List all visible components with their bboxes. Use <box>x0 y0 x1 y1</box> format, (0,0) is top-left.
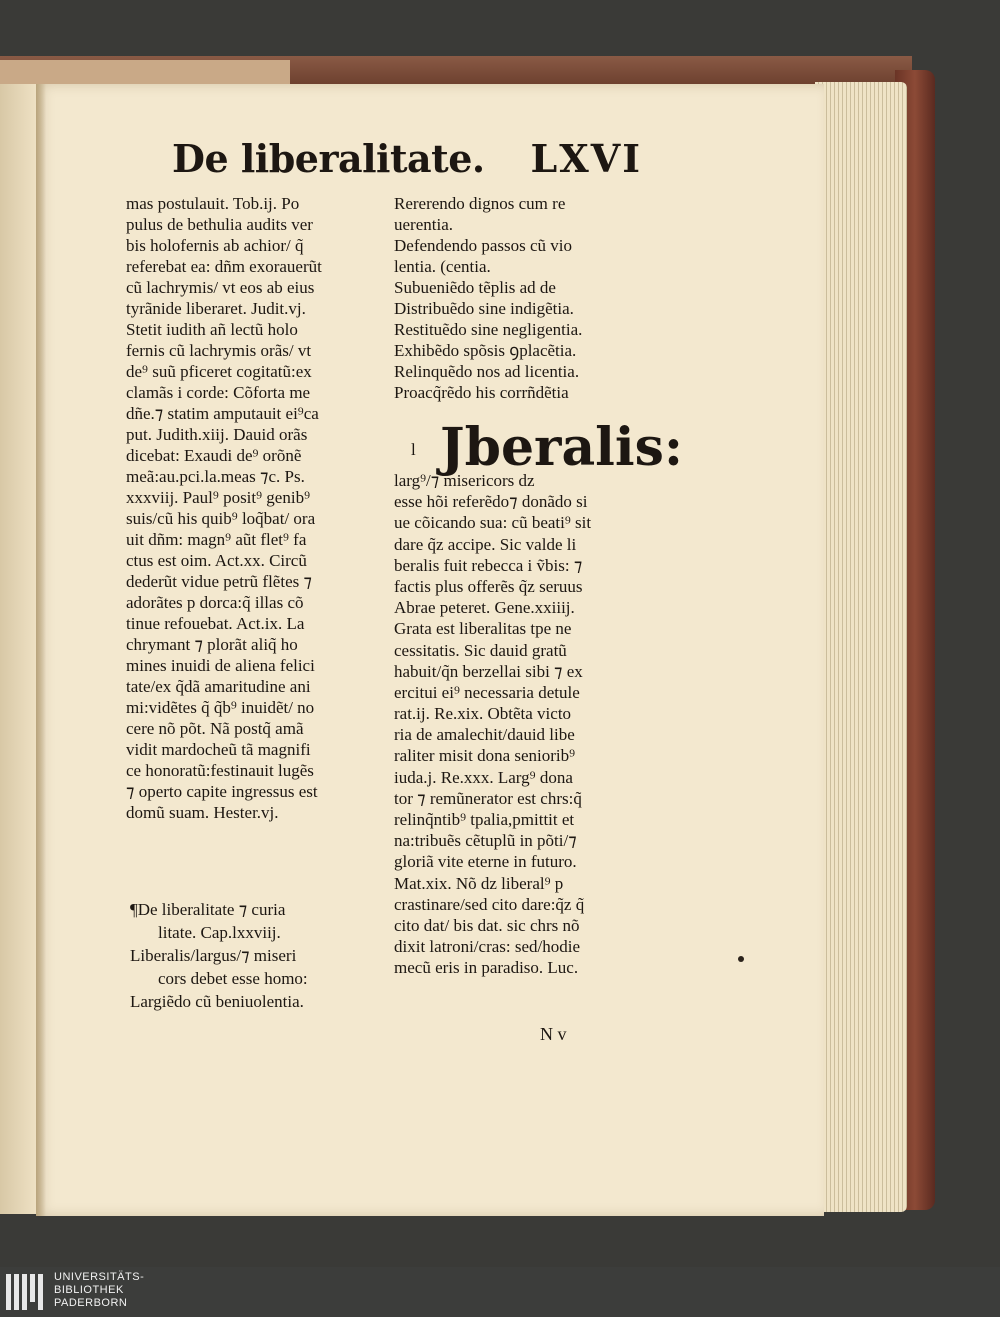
text-line: litate. Cap.lxxviij. <box>158 923 281 942</box>
right-text-column-bottom <box>394 470 646 979</box>
page-edges <box>815 82 907 1212</box>
text-line: mines inuidi de aliena felici <box>126 656 315 675</box>
text-line: Largiẽdo cũ beniuolentia. <box>130 992 304 1011</box>
text-line: fernis cũ lachrymis orãs/ vt <box>126 341 312 360</box>
text-line: habuit/q̃n berzellai sibi ⁊ ex <box>394 661 583 681</box>
text-line: Distribuẽdo sine indigẽtia. <box>394 299 574 318</box>
text-line: cere nõ põt. Nã postq̃ amã <box>126 719 304 738</box>
library-name-line: BIBLIOTHEK <box>54 1284 124 1296</box>
text-line: clamãs i corde: Cõforta me <box>126 383 311 402</box>
text-line: mecũ eris in paradiso. Luc. <box>394 958 579 978</box>
right-text-column-top <box>394 193 646 403</box>
running-head <box>172 136 642 186</box>
text-line: suis/cũ his quib⁹ loq̃bat/ ora <box>126 509 316 528</box>
text-line: Subueniẽdo tẽplis ad de <box>394 278 556 297</box>
running-head-title: De liberalitate. <box>172 136 485 181</box>
text-line: tate/ex q̃dã amaritudine ani <box>126 677 311 696</box>
text-line: xxxviij. Paul⁹ posit⁹ genib⁹ <box>126 488 311 507</box>
text-line: mas postulauit. Tob.ij. Po <box>126 194 300 213</box>
text-line: Defendendo passos cũ vio <box>394 236 572 255</box>
text-line: Grata est liberalitas tpe ne <box>394 619 572 639</box>
text-line: dederũt vidue petrũ flẽtes ⁊ <box>126 572 312 591</box>
text-line: Proacq̃rẽdo his corrñdẽtia <box>394 383 569 402</box>
folio-number: LXVI <box>530 136 642 181</box>
left-text-column <box>126 193 378 823</box>
text-line: pulus de bethulia audits ver <box>126 215 313 234</box>
text-line: dixit latroni/cras: sed/hodie <box>394 937 581 957</box>
library-name-line: PADERBORN <box>54 1297 128 1309</box>
text-line: meã:au.pci.la.meas ⁊c. Ps. <box>126 467 305 486</box>
text-line: Liberalis/largus/⁊ miseri <box>130 946 297 965</box>
text-line: Exhibẽdo spõsis ꝯplacẽtia. <box>394 341 577 360</box>
text-line: de⁹ suũ pficeret cogitatũ:ex <box>126 362 312 381</box>
text-line: Stetit iudith añ lectũ holo <box>126 320 298 339</box>
text-line: ue cõicando sua: cũ beati⁹ sit <box>394 513 592 533</box>
text-line: relinq̃ntib⁹ tpalia,pmittit et <box>394 810 575 829</box>
text-line: Relinquẽdo nos ad licentia. <box>394 362 580 381</box>
text-line: ⁊ operto capite ingressus est <box>126 782 318 801</box>
text-line: tor ⁊ remũnerator est chrs:q̃ <box>394 788 582 808</box>
text-line: bis holofernis ab achior/ q̃ <box>126 236 304 255</box>
text-line: cũ lachrymis/ vt eos ab eius <box>126 278 315 297</box>
text-line: uerentia. <box>394 215 453 234</box>
text-line: mi:vidẽtes q̃ q̃b⁹ inuidẽt/ no <box>126 698 315 717</box>
text-line: Mat.xix. Nõ dz liberal⁹ p <box>394 873 564 893</box>
text-line: uit dñm: magn⁹ aũt flet⁹ fa <box>126 530 307 549</box>
text-line: iuda.j. Re.xxx. Larg⁹ dona <box>394 767 573 787</box>
decorated-initial-word: Jberalis: <box>440 417 684 478</box>
text-line: ¶De liberalitate ⁊ curia <box>130 900 286 919</box>
text-line: tinue refouebat. Act.ix. La <box>126 614 305 633</box>
text-line: Restituẽdo sine negligentia. <box>394 320 583 339</box>
text-line: referebat ea: dñm exorauerũt <box>126 257 322 276</box>
library-footer <box>0 1267 1000 1317</box>
text-line: gloriã vite eterne in futuro. <box>394 852 577 872</box>
text-line: put. Judith.xiij. Dauid orãs <box>126 425 308 444</box>
text-line: domũ suam. Hester.vj. <box>126 803 279 822</box>
text-line: cessitatis. Sic dauid gratũ <box>394 640 567 660</box>
text-line: dñe.⁊ statim amputauit ei⁹ca <box>126 404 319 423</box>
margin-dot <box>738 956 744 962</box>
text-line: rat.ij. Re.xix. Obtẽta victo <box>394 704 572 724</box>
text-line: cors debet esse homo: <box>158 969 308 988</box>
facing-page-edge <box>0 84 38 1214</box>
text-line: ria de amalechit/dauid libe <box>394 725 575 745</box>
text-line: cito dat/ bis dat. sic chrs nõ <box>394 915 580 935</box>
text-line: tyrãnide liberaret. Judit.vj. <box>126 299 306 318</box>
text-line: ctus est oim. Act.xx. Circũ <box>126 551 307 570</box>
text-line: Abrae peteret. Gene.xxiiij. <box>394 598 575 618</box>
text-line: chrymant ⁊ plorãt aliq̃ ho <box>126 635 298 654</box>
guide-letter: l <box>411 440 416 459</box>
library-name-line: UNIVERSITÄTS- <box>54 1271 145 1283</box>
text-line: beralis fuit rebecca i ṽbis: ⁊ <box>394 555 583 575</box>
library-name <box>54 1271 144 1310</box>
text-line: dare q̃z accipe. Sic valde li <box>394 534 577 554</box>
text-line: Rererendo dignos cum re <box>394 194 566 213</box>
library-logo-icon <box>6 1274 46 1310</box>
text-line: esse hõi referẽdo⁊ donãdo si <box>394 492 588 512</box>
text-line: dicebat: Exaudi de⁹ orõnẽ <box>126 446 302 465</box>
gutter-shadow <box>36 84 46 1216</box>
signature-mark: N v <box>540 1024 567 1044</box>
text-line: ercitui ei⁹ necessaria detule <box>394 682 580 702</box>
paper-tab <box>0 60 290 84</box>
text-line: adorãtes p dorca:q̃ illas cõ <box>126 593 304 612</box>
chapter-heading <box>130 898 380 1013</box>
text-line: na:tribuẽs cẽtuplũ in põti/⁊ <box>394 831 577 851</box>
text-line: crastinare/sed cito dare:q̃z q̃ <box>394 894 585 914</box>
text-line: vidit mardocheũ tã magnifi <box>126 740 311 759</box>
text-line: larg⁹/⁊ misericors dz <box>394 471 535 490</box>
text-line: lentia. (centia. <box>394 257 491 276</box>
binding-strip <box>0 56 912 86</box>
text-line: factis plus offerẽs q̃z seruus <box>394 576 583 596</box>
text-line: ce honoratũ:festinauit lugẽs <box>126 761 314 780</box>
text-line: raliter misit dona seniorib⁹ <box>394 746 576 766</box>
